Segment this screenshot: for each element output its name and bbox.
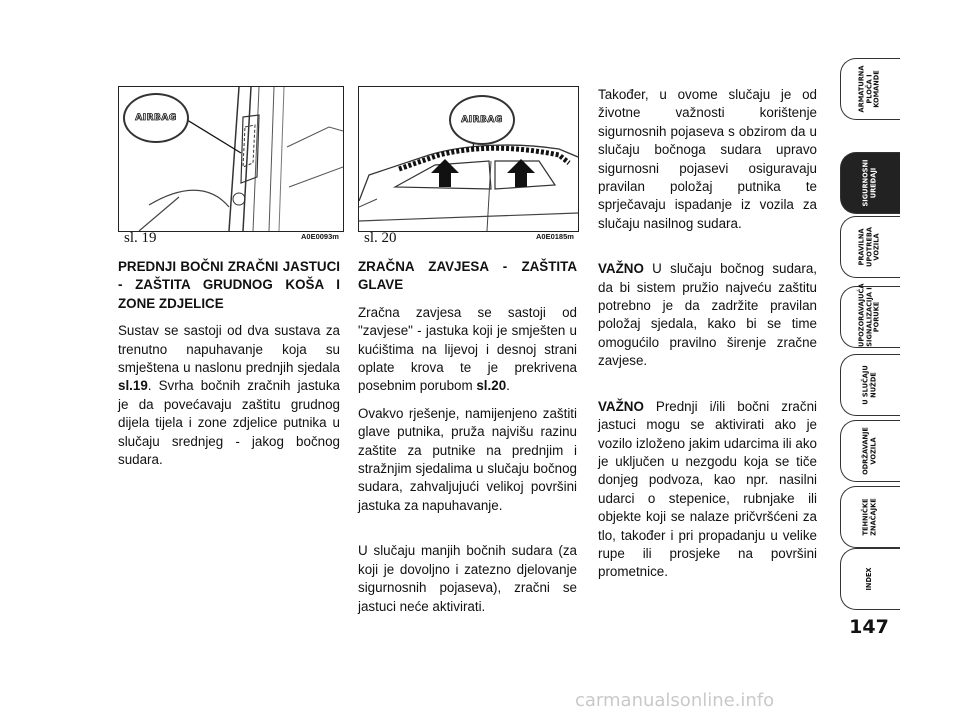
tab-label: U SLUČAJU NUŽDE [861, 365, 877, 405]
tab-label: ODRŽAVANJE VOZILA [861, 427, 877, 475]
tab-pravilna-upotreba[interactable] [840, 216, 900, 278]
tab-upozoravajuca-signalizacija[interactable] [840, 283, 900, 348]
text: U slučaju bočnog sudara, da bi sistem pružio najveću zaštitu potrebno je da zadržite pravilan položaj sjedala, kako bi se time omogućilo pravilno širenje zračne zavjese. [598, 261, 817, 369]
airbag-badge [123, 93, 189, 143]
tab-label: TEHNIČKE ZNAČAJKE [861, 498, 877, 536]
figure-curtain-airbag [358, 86, 579, 232]
figure-code: A0E0093m [301, 232, 339, 241]
tab-tehnicke-znacajke[interactable] [840, 486, 900, 548]
tab-armaturna-ploca[interactable] [840, 58, 900, 120]
paragraph [358, 304, 577, 396]
figure-code: A0E0185m [536, 232, 574, 241]
tab-index[interactable] [840, 548, 900, 610]
figure-caption: sl. 19 [124, 230, 157, 246]
tab-label: UPOZORAVAJUĆA SIGNALIZACIJA I PORUKE [857, 283, 881, 347]
column-1 [118, 258, 340, 478]
column-2 [358, 258, 577, 625]
paragraph [118, 322, 340, 469]
column-3 [598, 86, 817, 591]
section-heading: PREDNJI BOČNI ZRAČNI JASTUCI - ZAŠTITA GRUDNOG KOŠA I ZONE ZDJELICE [118, 259, 340, 311]
tab-label: ARMATURNA PLOČA I KOMANDE [857, 65, 881, 113]
important-label: VAŽNO [598, 261, 644, 277]
airbag-badge-label: AIRBAG [135, 113, 177, 123]
paragraph [598, 398, 817, 582]
page-number: 147 [849, 616, 889, 638]
airbag-badge-label: AIRBAG [461, 115, 503, 125]
tab-u-slucaju-nuzde[interactable] [840, 354, 900, 416]
tab-sigurnosni-uredaji[interactable] [840, 152, 900, 214]
arrow-icon-right [507, 159, 535, 187]
tab-label: SIGURNOSNI UREĐAJI [861, 159, 877, 207]
figure-caption: sl. 20 [364, 230, 397, 246]
watermark: carmanualsonline.info [575, 690, 775, 711]
tab-odrzavanje-vozila[interactable] [840, 420, 900, 482]
tab-label: PRAVILNA UPOTREBA VOZILA [857, 227, 881, 268]
figure-ref: sl.19 [118, 378, 148, 394]
paragraph [598, 260, 817, 370]
section-heading: ZRAČNA ZAVJESA - ZAŠTITA GLAVE [358, 259, 577, 293]
figure-seat-airbag [118, 86, 344, 232]
important-label: VAŽNO [598, 398, 644, 414]
text: . Svrha bočnih zračnih jastuka je da povećavaju zaštitu grudnog dijela tijela i zone zdjelice putnika u slučaju srednjeg - jakog bočnog sudara. [118, 378, 340, 468]
paragraph: Također, u ovome slučaju je od životne važnosti korištenje sigurnosnih pojaseva s obzirom da u slučaju bočnoga sudara upravo sigurnosni pojasevi osiguravaju pravilan položaj putnika te sprječavaju ispadanje iz vozila za slučaju nasilnog sudara. [598, 87, 817, 231]
airbag-badge [449, 95, 515, 145]
text: Prednji i/ili bočni zračni jastuci mogu se aktivirati ako je vozilo izloženo jakim udarcima ili ako je uključen u nezgodu koja se tiče donjeg podvoza, kao npr. nasilni udarci o stepenice, rubnjake ili objekte koji se nalaze pričvršćeni za tlo, također i pri propadanju u velike rupe ili prosjeke na površini prometnice. [598, 398, 817, 580]
text: Sustav se sastoji od dva sustava za trenutno napuhavanje koja su smještena u naslonu prednjih sjedala [118, 323, 340, 376]
paragraph: Ovakvo rješenje, namijenjeno zaštiti glave putnika, pruža najvišu razinu zaštite za putnike na prednjim i stražnjim sjedalima u slučaju bočnog sudara, zahvaljujući velikoj površini jastuka za napuhavanje. [358, 405, 577, 513]
text: . [506, 378, 510, 394]
tab-label: INDEX [865, 567, 874, 591]
paragraph: U slučaju manjih bočnih sudara (za koji je dovoljno i zatezno djelovanje sigurnosnih pojaseva), zračni se jastuci neće aktivirati. [358, 543, 577, 614]
text: Zračna zavjesa se sastoji od "zavjese" - jastuka koji je smješten u kućištima na lijevoj i desnoj strani oplate krova te je prekrivena posebnim porubom [358, 304, 577, 394]
figure-ref: sl.20 [476, 378, 507, 394]
